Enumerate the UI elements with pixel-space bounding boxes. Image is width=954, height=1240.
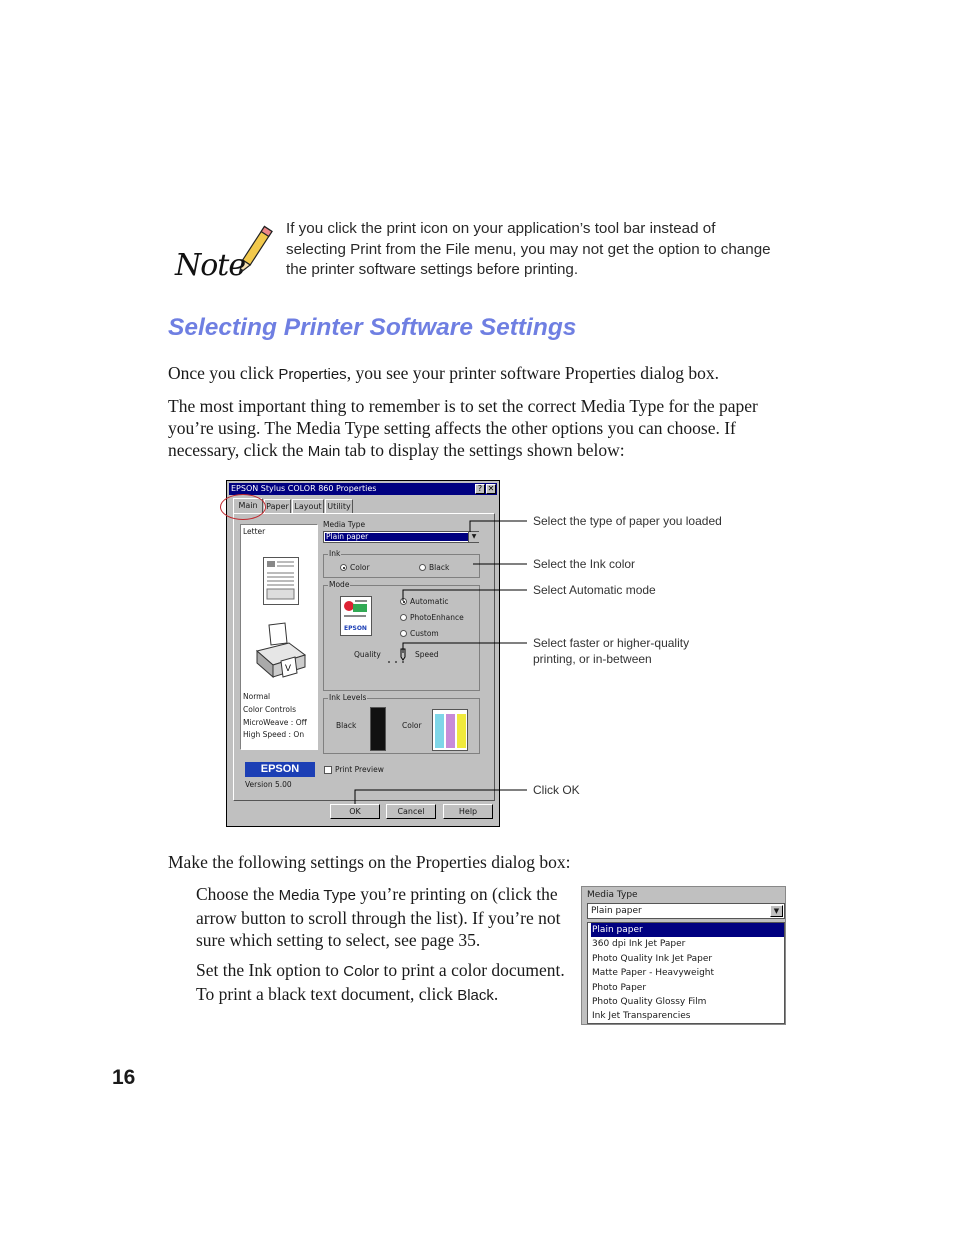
mt-label: Media Type [587, 890, 638, 900]
print-preview-checkbox[interactable] [324, 766, 332, 774]
dialog-title: EPSON Stylus COLOR 860 Properties [231, 484, 377, 493]
mode-automatic-radio[interactable] [400, 598, 407, 605]
note-text: If you click the print icon on your application’s tool bar instead of selecting Print from the File menu, you may not get the option to change the printer software settings before printing. [286, 220, 771, 278]
section-heading: Selecting Printer Software Settings [168, 314, 577, 341]
media-type-value: Plain paper [325, 533, 468, 541]
media-type-paragraph: The most important thing to remember is to set the correct Media Type for the paper you’re using. The Media Type setting affects the other options you can choose. If necessary, click the Main tab to display the settings shown below: [168, 396, 758, 460]
tab-layout[interactable]: Layout [292, 499, 324, 513]
mt-select[interactable] [587, 903, 785, 919]
summary-line: Normal [243, 692, 271, 701]
settings-intro: Make the following settings on the Properties dialog box: [168, 852, 571, 872]
media-type-label: Media Type [323, 520, 366, 529]
summary-line: Color Controls [243, 704, 296, 714]
intro-paragraph: Once you click Properties, you see your printer software Properties dialog box. [168, 363, 719, 383]
mt-options-list [587, 922, 785, 1024]
svg-text:V: V [285, 663, 292, 673]
mode-custom-radio[interactable] [400, 630, 407, 637]
callout-quality-line2: printing, or in-between [533, 652, 652, 666]
callout-quality [533, 635, 689, 667]
chevron-down-icon[interactable]: ▼ [468, 532, 479, 542]
main-tab-panel [233, 513, 495, 801]
chevron-down-icon[interactable]: ▼ [770, 905, 783, 917]
paper-size-label: Letter [243, 527, 266, 536]
cancel-button[interactable]: Cancel [386, 804, 436, 819]
mode-group [323, 580, 480, 691]
step-ink: Set the Ink option to Color to print a color document. To print a black text document, click Black. [196, 960, 565, 1004]
ink-color-radio[interactable] [340, 564, 347, 571]
media-type-dropdown-screenshot [581, 886, 786, 1025]
print-preview-label: Print Preview [335, 765, 384, 774]
callout-quality-line1: Select faster or higher-quality [533, 636, 690, 650]
ink-color-label: Color [350, 563, 370, 572]
color-ink-cartridge-icon [432, 709, 468, 751]
callout-ink: Select the Ink color [533, 557, 636, 571]
page-number: 16 [112, 1066, 136, 1089]
callout-ok: Click OK [533, 783, 580, 797]
ink-group [323, 549, 480, 578]
mode-paper-brand: EPSON [344, 625, 367, 632]
close-button[interactable]: ✕ [487, 484, 495, 493]
preview-panel [240, 524, 318, 750]
mode-photoenhance-label: PhotoEnhance [410, 613, 464, 622]
ink-black-radio[interactable] [419, 564, 426, 571]
mt-option[interactable]: Photo Paper [592, 982, 647, 993]
mt-option[interactable]: 360 dpi Ink Jet Paper [592, 939, 686, 950]
epson-logo: EPSON [245, 762, 315, 777]
mode-custom-label: Custom [410, 629, 439, 638]
mt-option[interactable]: Photo Quality Glossy Film [592, 997, 707, 1007]
mt-option[interactable]: Photo Quality Ink Jet Paper [592, 953, 713, 964]
mode-automatic-label: Automatic [410, 597, 449, 606]
summary-line: High Speed : On [243, 730, 305, 740]
ink-group-label: Ink [329, 549, 341, 558]
summary-line: MicroWeave : Off [243, 717, 307, 727]
document-icon [263, 557, 299, 607]
step-media-type: Choose the Media Type you’re printing on (click the arrow button to scroll through the list). If you’re not sure which setting to select, see page 35. [196, 884, 561, 950]
ink-levels-label: Ink Levels [329, 693, 367, 702]
tab-utility[interactable]: Utility [325, 499, 353, 513]
mode-paper-icon [340, 596, 372, 636]
ink-levels-color-label: Color [402, 721, 422, 730]
black-ink-cartridge-icon [370, 707, 386, 751]
mt-option[interactable]: Matte Paper - Heavyweight [592, 968, 715, 979]
help-button[interactable]: Help [443, 804, 493, 819]
main-tab-highlight-circle [220, 494, 266, 520]
properties-dialog [226, 480, 500, 827]
mt-option[interactable]: Ink Jet Transparencies [592, 1011, 691, 1022]
ink-levels-black-label: Black [336, 721, 357, 730]
media-type-select[interactable] [323, 531, 479, 543]
tab-paper[interactable]: Paper [264, 499, 291, 513]
mt-option[interactable]: Plain paper [591, 923, 784, 937]
speed-label: Speed [415, 650, 439, 659]
callout-automatic: Select Automatic mode [533, 583, 656, 597]
tab-main[interactable]: Main [233, 498, 263, 514]
note-label: Note [175, 248, 246, 283]
printer-icon [255, 621, 307, 683]
help-title-button[interactable]: ? [475, 484, 485, 494]
quality-speed-slider[interactable] [387, 648, 407, 664]
settings-summary [243, 691, 307, 742]
quality-label: Quality [354, 650, 381, 659]
mode-group-label: Mode [329, 580, 350, 589]
mode-photoenhance-radio[interactable] [400, 614, 407, 621]
version-text: Version 5.00 [245, 780, 292, 789]
ink-levels-group [323, 693, 480, 754]
mt-select-value: Plain paper [591, 906, 642, 916]
ink-black-label: Black [429, 563, 450, 572]
callout-paper-type: Select the type of paper you loaded [533, 514, 722, 528]
ok-button[interactable]: OK [330, 804, 380, 819]
dialog-titlebar [229, 483, 497, 495]
